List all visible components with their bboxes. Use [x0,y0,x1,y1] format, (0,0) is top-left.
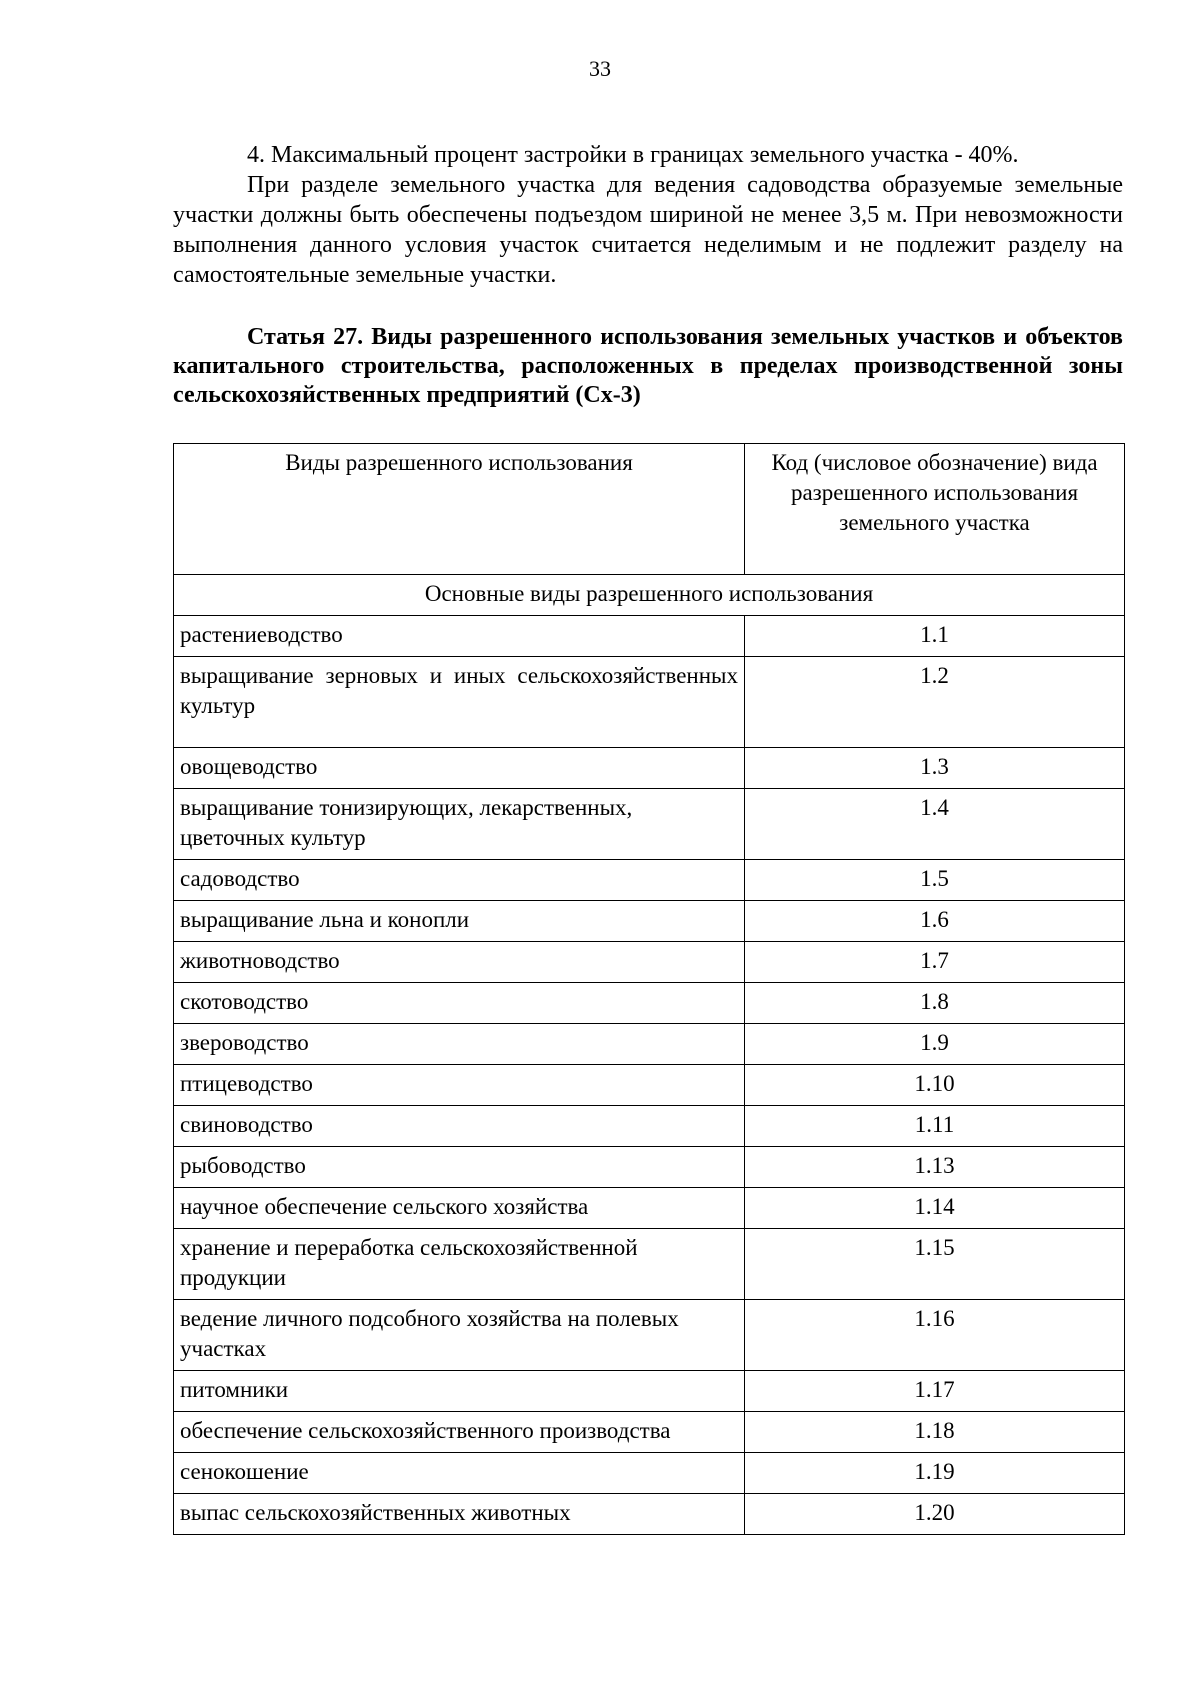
table-row [174,1371,1125,1412]
table-row [174,1494,1125,1535]
table-header-row [174,444,1125,575]
use-code: 1.19 [745,1453,1125,1494]
use-name: питомники [174,1371,745,1412]
table-row [174,1188,1125,1229]
section-row [174,575,1125,616]
use-name: выпас сельскохозяйственных животных [174,1494,745,1535]
use-code: 1.3 [745,748,1125,789]
use-name: ведение личного подсобного хозяйства на полевых участках [174,1300,745,1371]
use-name: растениеводство [174,616,745,657]
table-row [174,1229,1125,1300]
table-row [174,1412,1125,1453]
use-name: выращивание тонизирующих, лекарственных, цветочных культур [174,789,745,860]
use-code: 1.11 [745,1106,1125,1147]
table-row [174,1147,1125,1188]
table-row [174,901,1125,942]
section-title: Основные виды разрешенного использования [174,575,1125,616]
page-number: 33 [589,56,611,81]
use-name: выращивание льна и конопли [174,901,745,942]
use-code: 1.13 [745,1147,1125,1188]
use-code: 1.7 [745,942,1125,983]
use-code: 1.9 [745,1024,1125,1065]
table-row [174,1106,1125,1147]
use-name: свиноводство [174,1106,745,1147]
use-code: 1.14 [745,1188,1125,1229]
table-row [174,983,1125,1024]
table-row [174,1300,1125,1371]
use-name: научное обеспечение сельского хозяйства [174,1188,745,1229]
table-row [174,789,1125,860]
use-name: обеспечение сельскохозяйственного производства [174,1412,745,1453]
use-code: 1.16 [745,1300,1125,1371]
body-text [173,140,1123,290]
table-row [174,1453,1125,1494]
use-name: выращивание зерновых и иных сельскохозяйственных культур [174,657,745,748]
paragraph: 4. Максимальный процент застройки в границах земельного участка - 40%. [247,142,1019,168]
use-name: звероводство [174,1024,745,1065]
table-row [174,748,1125,789]
use-name: птицеводство [174,1065,745,1106]
use-name: хранение и переработка сельскохозяйственной продукции [174,1229,745,1300]
use-code: 1.18 [745,1412,1125,1453]
use-name: садоводство [174,860,745,901]
table-row [174,860,1125,901]
use-code: 1.1 [745,616,1125,657]
use-name: овощеводство [174,748,745,789]
use-code: 1.20 [745,1494,1125,1535]
column-header-use-type: Виды разрешенного использования [174,444,745,575]
table-row [174,1065,1125,1106]
use-name: скотоводство [174,983,745,1024]
article-heading: Статья 27. Виды разрешенного использования земельных участков и объектов капитального строительства, расположенных в пределах производственной зоны сельскохозяйственных предприятий (Сх-3) [173,324,1123,408]
use-name: сенокошение [174,1453,745,1494]
use-code: 1.15 [745,1229,1125,1300]
table-row [174,657,1125,748]
table-row [174,942,1125,983]
use-code: 1.17 [745,1371,1125,1412]
use-code: 1.10 [745,1065,1125,1106]
use-code: 1.4 [745,789,1125,860]
table-row [174,1024,1125,1065]
column-header-code: Код (числовое обозначение) вида разрешенного использования земельного участка [745,444,1125,575]
use-code: 1.5 [745,860,1125,901]
paragraph: При разделе земельного участка для ведения садоводства образуемые земельные участки должны быть обеспечены подъездом шириной не менее 3,5 м. При невозможности выполнения данного условия участок считается неделимым и не подлежит разделу на самостоятельные земельные участки. [173,172,1123,288]
table-row [174,616,1125,657]
use-name: рыбоводство [174,1147,745,1188]
use-code: 1.2 [745,657,1125,748]
use-name: животноводство [174,942,745,983]
permitted-uses-table [173,443,1125,1535]
use-code: 1.6 [745,901,1125,942]
use-code: 1.8 [745,983,1125,1024]
